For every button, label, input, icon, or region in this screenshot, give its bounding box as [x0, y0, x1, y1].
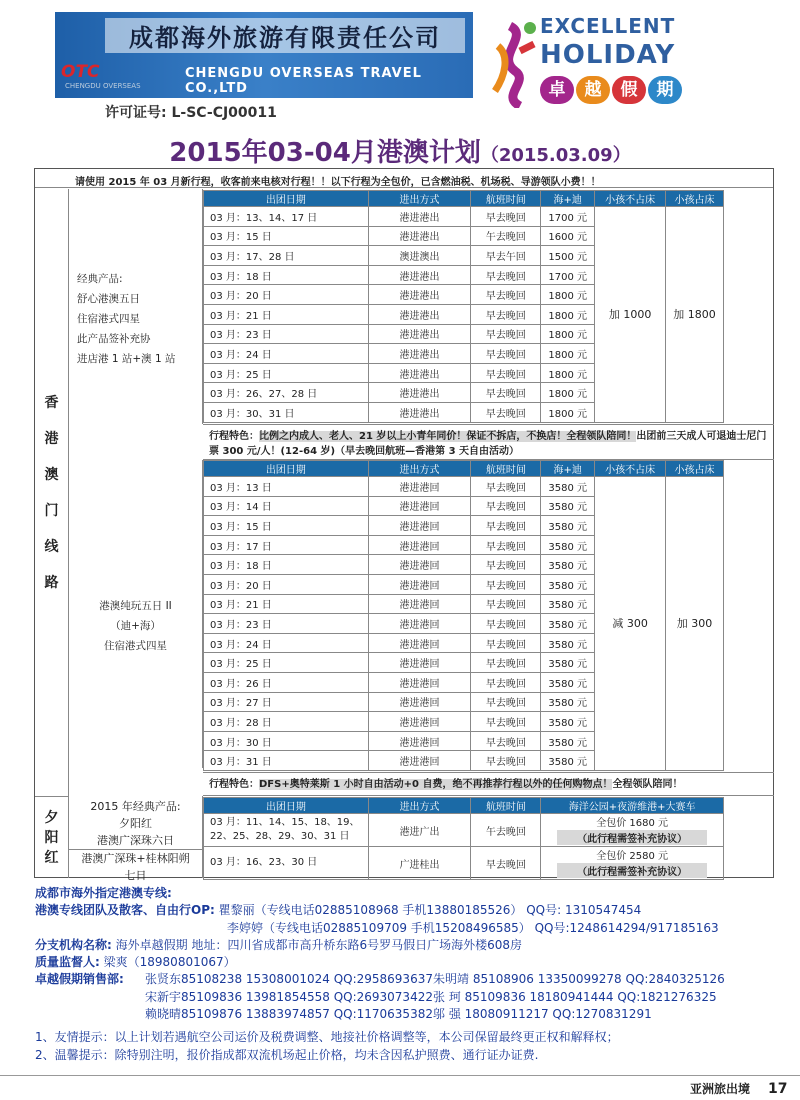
- contact-op1: 瞿黎丽（专线电话02885108968 手机13880185526） QQ号: 1310547454: [218, 903, 642, 918]
- product-line: 夕阳红: [119, 817, 152, 830]
- col-header: 小孩不占床: [595, 461, 666, 477]
- contact-label: 质量监督人:: [35, 955, 100, 970]
- contact-op2: 李婷婷（专线电话02885109709 手机15208496585） QQ号:1248614294/917185163: [227, 920, 719, 935]
- table-cell: 早去晚回: [471, 402, 541, 422]
- sec1-product: [69, 189, 203, 424]
- col-header: 航班时间: [471, 191, 541, 207]
- price-text: 全包价 1680 元: [596, 818, 669, 829]
- table-cell: 早去午回: [471, 246, 541, 266]
- sec1-table: [203, 190, 724, 423]
- table-cell: 03 月：24 日: [204, 633, 369, 653]
- price-note: （此行程需签补充协议）: [557, 863, 707, 878]
- table-cell: 早去晚回: [471, 477, 541, 497]
- table-cell: 03 月：15 日: [204, 226, 369, 246]
- table-cell: 03 月：26 日: [204, 672, 369, 692]
- region-char: 澳: [44, 466, 59, 483]
- logo-line1: EXCELLENT: [540, 14, 676, 38]
- feature-highlight: DFS+奥特莱斯 1 小时自由活动+0 自费，绝不再推荐行程以外的任何购物点！: [259, 779, 613, 790]
- feature-text: 全程领队陪同！: [612, 779, 683, 790]
- company-name-cn: 成都海外旅游有限责任公司: [105, 18, 465, 53]
- col-header: 进出方式: [368, 191, 471, 207]
- product-line: 住宿港式四星: [77, 313, 140, 325]
- region-char: 香: [44, 394, 59, 411]
- table-cell: 3580 元: [541, 574, 595, 594]
- table-cell: 3580 元: [541, 516, 595, 536]
- product-line: 住宿港式四星: [104, 640, 167, 652]
- table-cell: 1700 元: [541, 207, 595, 227]
- table-cell: 03 月：18 日: [204, 555, 369, 575]
- table-cell: 1800 元: [541, 324, 595, 344]
- table-cell: 早去晚回: [471, 692, 541, 712]
- otc-logo: OTC: [61, 62, 100, 82]
- col-header: 小孩占床: [666, 461, 724, 477]
- table-cell: 港进港回: [368, 672, 471, 692]
- table-row: [204, 207, 724, 227]
- tip-line: 1、友情提示：以上计划若遇航空公司运价及税费调整、地接社价格调整等，本公司保留最终更正权和解释权；: [35, 1030, 619, 1044]
- table-cell: 加 300: [666, 477, 724, 771]
- logo-line2: HOLIDAY: [540, 40, 676, 70]
- region-hk-macau: [35, 189, 69, 796]
- table-cell: 港进港出: [368, 344, 471, 364]
- table-cell: 加 1000: [595, 207, 666, 423]
- product-line: 经典产品:: [77, 273, 123, 285]
- table-cell: 03 月：16、23、30 日: [204, 847, 369, 880]
- table-cell: 1500 元: [541, 246, 595, 266]
- logo-char: 卓: [540, 76, 574, 104]
- bottom-rule: [0, 1075, 800, 1076]
- feature-label: 行程特色：: [209, 431, 259, 442]
- table-cell: 3580 元: [541, 594, 595, 614]
- table-cell: 03 月：21 日: [204, 304, 369, 324]
- title-date: （2015.03.09）: [480, 145, 631, 166]
- table-cell: 1800 元: [541, 363, 595, 383]
- page-number: 17: [768, 1081, 788, 1097]
- table-cell: 03 月：17、28 日: [204, 246, 369, 266]
- table-cell: 3580 元: [541, 751, 595, 771]
- table-cell: 港进港回: [368, 731, 471, 751]
- price-note: （此行程需签补充协议）: [557, 830, 707, 845]
- table-cell: 03 月：18 日: [204, 265, 369, 285]
- table-cell: 03 月：28 日: [204, 712, 369, 732]
- sec1-feature: [203, 424, 774, 460]
- table-cell: 港进港回: [368, 653, 471, 673]
- table-cell: 1700 元: [541, 265, 595, 285]
- contact-label: 分支机构名称:: [35, 937, 112, 952]
- table-cell: 03 月：13 日: [204, 477, 369, 497]
- table-cell: 1800 元: [541, 344, 595, 364]
- sales-contact: 张 珂 85109836 18180941444 QQ:1821276325: [433, 989, 717, 1004]
- table-cell: 3580 元: [541, 496, 595, 516]
- table-cell: 港进港出: [368, 402, 471, 422]
- sales-contact: 赖晓晴85109876 13883974857 QQ:1170635382: [145, 1007, 433, 1022]
- table-cell: 早去晚回: [471, 535, 541, 555]
- sec2-table: [203, 460, 724, 771]
- page-footer: [690, 1080, 788, 1097]
- sales-contact: 宋新宇85109836 13981854558 QQ:2693073422: [145, 989, 433, 1004]
- sales-contact: 张贤东85108238 15308001024 QQ:2958693637: [145, 972, 433, 987]
- feature-text: 出团前三天成人可退迪士尼门票 300 元/人！(12-64 岁)（早去晚回航班—香港第 3 天自由活动）: [209, 431, 767, 457]
- region-char: 红: [44, 849, 59, 866]
- product-line: 港澳广深珠六日: [97, 834, 174, 847]
- table-cell: 早去晚回: [471, 594, 541, 614]
- table-cell: 03 月：31 日: [204, 751, 369, 771]
- table-cell: 03 月：30 日: [204, 731, 369, 751]
- table-cell: 早去晚回: [471, 555, 541, 575]
- region-sunset: [35, 796, 69, 878]
- table-cell: 1800 元: [541, 402, 595, 422]
- col-header: 海洋公园+夜游维港+大赛车: [541, 798, 724, 814]
- magazine-name: 亚洲旅出境: [690, 1082, 751, 1096]
- table-cell: 1800 元: [541, 383, 595, 403]
- table-cell: 港进港出: [368, 383, 471, 403]
- table-cell: 03 月：14 日: [204, 496, 369, 516]
- title-main: 2015年03-04月港澳计划: [169, 138, 481, 168]
- col-header: 进出方式: [368, 798, 471, 814]
- col-header: 小孩不占床: [595, 191, 666, 207]
- logo-char: 假: [612, 76, 646, 104]
- table-cell: 1600 元: [541, 226, 595, 246]
- product-line: （迪+海）: [110, 620, 161, 632]
- table-cell: 早去晚回: [471, 614, 541, 634]
- contact-block: [35, 885, 765, 1023]
- company-banner: [55, 12, 473, 98]
- sec2-product: [69, 460, 203, 768]
- col-header: 出团日期: [204, 191, 369, 207]
- table-cell: 1800 元: [541, 285, 595, 305]
- logo-char: 期: [648, 76, 682, 104]
- page-title: [0, 132, 800, 169]
- table-cell: 03 月：25 日: [204, 653, 369, 673]
- table-cell: 早去晚回: [471, 265, 541, 285]
- table-cell: 澳进澳出: [368, 246, 471, 266]
- feature-label: 行程特色：: [209, 779, 259, 790]
- table-cell: 3580 元: [541, 672, 595, 692]
- product-line: 进店港 1 站+澳 1 站: [77, 353, 176, 365]
- table-cell: 港进港回: [368, 535, 471, 555]
- table-cell: 03 月：20 日: [204, 285, 369, 305]
- table-cell: 3580 元: [541, 555, 595, 575]
- branch-address: 海外卓越假期 地址：四川省成都市高升桥东路6号罗马假日广场海外楼608房: [115, 937, 522, 952]
- contact-label: 港澳专线团队及散客、自由行OP:: [35, 903, 215, 918]
- table-cell: 早去晚回: [471, 731, 541, 751]
- table-cell: 3580 元: [541, 614, 595, 634]
- table-cell: 03 月：26、27、28 日: [204, 383, 369, 403]
- region-char: 路: [44, 574, 59, 591]
- quality-supervisor: 梁爽（18980801067）: [103, 955, 236, 970]
- table-cell: 3580 元: [541, 653, 595, 673]
- table-cell: 午去晚回: [471, 226, 541, 246]
- logo-char: 越: [576, 76, 610, 104]
- notice-line: 请使用 2015 年 03 月新行程，收客前来电核对行程！！以下行程为全包价，已含燃油税、机场税、导游领队小费！！: [35, 169, 773, 188]
- table-cell: 港进港出: [368, 265, 471, 285]
- col-header: 出团日期: [204, 461, 369, 477]
- table-cell: 早去晚回: [471, 383, 541, 403]
- table-cell: 03 月：15 日: [204, 516, 369, 536]
- table-cell: 港进港回: [368, 751, 471, 771]
- table-cell: 早去晚回: [471, 207, 541, 227]
- table-cell: 3580 元: [541, 731, 595, 751]
- table-cell: 港进港回: [368, 496, 471, 516]
- contact-heading: 成都市海外指定港澳专线:: [35, 886, 172, 900]
- col-header: 海+迪: [541, 461, 595, 477]
- table-cell: 港进港回: [368, 574, 471, 594]
- sales-contact: 邬 强 18080911217 QQ:1270831291: [433, 1007, 652, 1022]
- table-cell: 早去晚回: [471, 363, 541, 383]
- table-cell: 3580 元: [541, 477, 595, 497]
- region-char: 阳: [44, 829, 59, 846]
- table-cell: 03 月：27 日: [204, 692, 369, 712]
- table-cell: 03 月：24 日: [204, 344, 369, 364]
- table-cell: 1800 元: [541, 304, 595, 324]
- table-row: [204, 477, 724, 497]
- table-cell: 早去晚回: [471, 653, 541, 673]
- otc-logo-sub: CHENGDU OVERSEAS: [65, 82, 141, 90]
- feature-highlight: 比例之内成人、老人、21 岁以上小青年同价！保证不拆店，不换店！全程领队陪同！: [259, 431, 637, 442]
- product-line: 舒心港澳五日: [77, 293, 140, 305]
- table-cell: 减 300: [595, 477, 666, 771]
- col-header: 航班时间: [471, 798, 541, 814]
- table-cell: 早去晚回: [471, 847, 541, 880]
- sec2-feature: [203, 772, 774, 796]
- price-cell: [541, 847, 724, 880]
- product-line: 此产品签补充协: [77, 333, 151, 345]
- table-row: [204, 814, 724, 847]
- table-cell: 03 月：20 日: [204, 574, 369, 594]
- price-cell: [541, 814, 724, 847]
- table-cell: 早去晚回: [471, 574, 541, 594]
- region-char: 门: [44, 502, 59, 519]
- table-cell: 03 月：17 日: [204, 535, 369, 555]
- table-cell: 03 月：30、31 日: [204, 402, 369, 422]
- col-header: 海+迪: [541, 191, 595, 207]
- sales-contact: 朱明靖 85108906 13350099278 QQ:2840325126: [433, 972, 725, 987]
- table-cell: 早去晚回: [471, 633, 541, 653]
- table-cell: 03 月：21 日: [204, 594, 369, 614]
- tips-block: [35, 1028, 765, 1064]
- price-text: 全包价 2580 元: [596, 851, 669, 862]
- product-line: 2015 年经典产品:: [90, 800, 181, 813]
- sec3-product: [69, 796, 203, 882]
- col-header: 航班时间: [471, 461, 541, 477]
- table-cell: 港进港回: [368, 555, 471, 575]
- table-cell: 港进港出: [368, 207, 471, 227]
- table-cell: 港进港回: [368, 614, 471, 634]
- table-cell: 3580 元: [541, 535, 595, 555]
- region-char: 夕: [44, 809, 59, 826]
- table-cell: 加 1800: [666, 207, 724, 423]
- table-cell: 3580 元: [541, 692, 595, 712]
- table-cell: 早去晚回: [471, 324, 541, 344]
- table-cell: 早去晚回: [471, 304, 541, 324]
- table-cell: 港进港回: [368, 594, 471, 614]
- table-cell: 03 月：23 日: [204, 614, 369, 634]
- table-cell: 港进广出: [368, 814, 471, 847]
- table-cell: 港进港回: [368, 692, 471, 712]
- swirl-logo-icon: [490, 16, 538, 108]
- table-cell: 03 月：25 日: [204, 363, 369, 383]
- table-cell: 港进港回: [368, 633, 471, 653]
- table-cell: 港进港出: [368, 226, 471, 246]
- region-char: 港: [44, 430, 59, 447]
- table-row: [204, 847, 724, 880]
- table-cell: 港进港出: [368, 285, 471, 305]
- col-header: 出团日期: [204, 798, 369, 814]
- table-cell: 03 月：23 日: [204, 324, 369, 344]
- table-cell: 早去晚回: [471, 672, 541, 692]
- table-cell: 港进港出: [368, 363, 471, 383]
- table-cell: 午去晚回: [471, 814, 541, 847]
- sec3-table: [203, 797, 724, 880]
- table-cell: 港进港回: [368, 516, 471, 536]
- table-cell: 3580 元: [541, 712, 595, 732]
- table-cell: 早去晚回: [471, 285, 541, 305]
- product-line: 七日: [124, 869, 147, 882]
- table-cell: 早去晚回: [471, 344, 541, 364]
- table-cell: 03 月：11、14、15、18、19、22、25、28、29、30、31 日: [204, 814, 369, 847]
- table-cell: 早去晚回: [471, 516, 541, 536]
- col-header: 进出方式: [368, 461, 471, 477]
- table-cell: 03 月：13、14、17 日: [204, 207, 369, 227]
- company-name-en: CHENGDU OVERSEAS TRAVEL CO.,LTD: [185, 66, 422, 96]
- table-cell: 港进港出: [368, 324, 471, 344]
- table-cell: 早去晚回: [471, 712, 541, 732]
- table-cell: 广进桂出: [368, 847, 471, 880]
- contact-label: 卓越假期销售部:: [35, 972, 124, 987]
- table-cell: 3580 元: [541, 633, 595, 653]
- product-line: 港澳纯玩五日 II: [99, 600, 172, 612]
- region-char: 线: [44, 538, 59, 555]
- excellent-holiday-logo: [490, 10, 710, 110]
- table-cell: 早去晚回: [471, 496, 541, 516]
- col-header: 小孩占床: [666, 191, 724, 207]
- license-number: 许可证号: L-SC-CJ00011: [105, 105, 277, 121]
- tip-line: 2、温馨提示：除特别注明，报价指成都双流机场起止价格，均未含因私护照费、通行证办证费.: [35, 1048, 539, 1062]
- table-cell: 港进港回: [368, 712, 471, 732]
- table-cell: 港进港出: [368, 304, 471, 324]
- table-cell: 港进港回: [368, 477, 471, 497]
- table-cell: 早去晚回: [471, 751, 541, 771]
- product-line: 港澳广深珠+桂林阳朔: [69, 849, 202, 867]
